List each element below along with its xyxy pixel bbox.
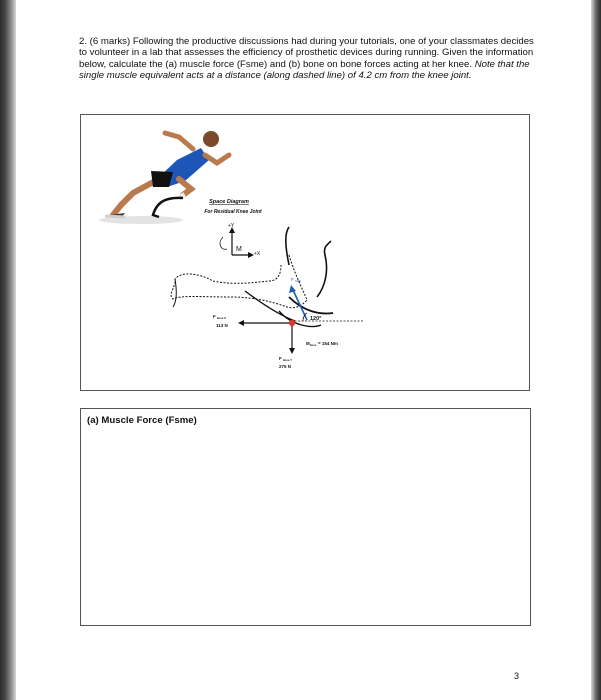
knee-x-force-label: F xyxy=(213,314,216,319)
answer-box-muscle-force[interactable] xyxy=(80,408,531,626)
page-shadow-left xyxy=(0,0,16,700)
figure-canvas xyxy=(81,115,531,392)
sme-force-subscript: SME xyxy=(295,279,302,283)
knee-x-force-value: 113 N xyxy=(216,323,228,328)
knee-joint-marker xyxy=(289,320,295,326)
knee-moment-subscript: knee xyxy=(310,343,317,347)
sme-force-label: F xyxy=(291,277,294,282)
question-text-block xyxy=(79,36,539,82)
coordinate-axes xyxy=(220,223,261,258)
knee-x-force-subscript: knee X xyxy=(217,316,227,320)
knee-moment-value: = 154 Nm xyxy=(318,341,338,346)
answer-label: (a) Muscle Force (Fsme) xyxy=(87,415,197,426)
question-note: Note that the single muscle equivalent acts at a distance (along dashed line) of 4.2 cm from the knee joint. xyxy=(79,58,530,82)
knee-y-force-subscript: knee Y xyxy=(283,358,292,362)
figure-frame xyxy=(80,114,530,391)
question-body: 2. (6 marks) Following the productive discussions had during your tutorials, one of your classmates decides to volunteer in a lab that assesses the efficiency of prosthetic devices during running. Given the information below, calculate the (a) muscle force (Fsme) and (b) bone on bone forces acting at her knee. xyxy=(79,36,534,70)
angle-label: 120° xyxy=(310,316,322,322)
page-shadow-right xyxy=(591,0,601,700)
axis-x-label: +X xyxy=(254,251,261,257)
space-diagram-title: Space Diagram xyxy=(209,199,249,205)
knee-moment-label: M xyxy=(306,341,310,346)
space-diagram-subtitle: For Residual Knee Joint xyxy=(204,209,262,215)
axis-moment-label: M xyxy=(236,246,242,253)
residual-limb-outline xyxy=(171,227,333,326)
axis-y-label: +Y xyxy=(228,223,235,229)
page-number: 3 xyxy=(514,671,520,681)
knee-y-force-value: 275 N xyxy=(279,364,292,369)
knee-y-force-label: F xyxy=(279,356,282,361)
